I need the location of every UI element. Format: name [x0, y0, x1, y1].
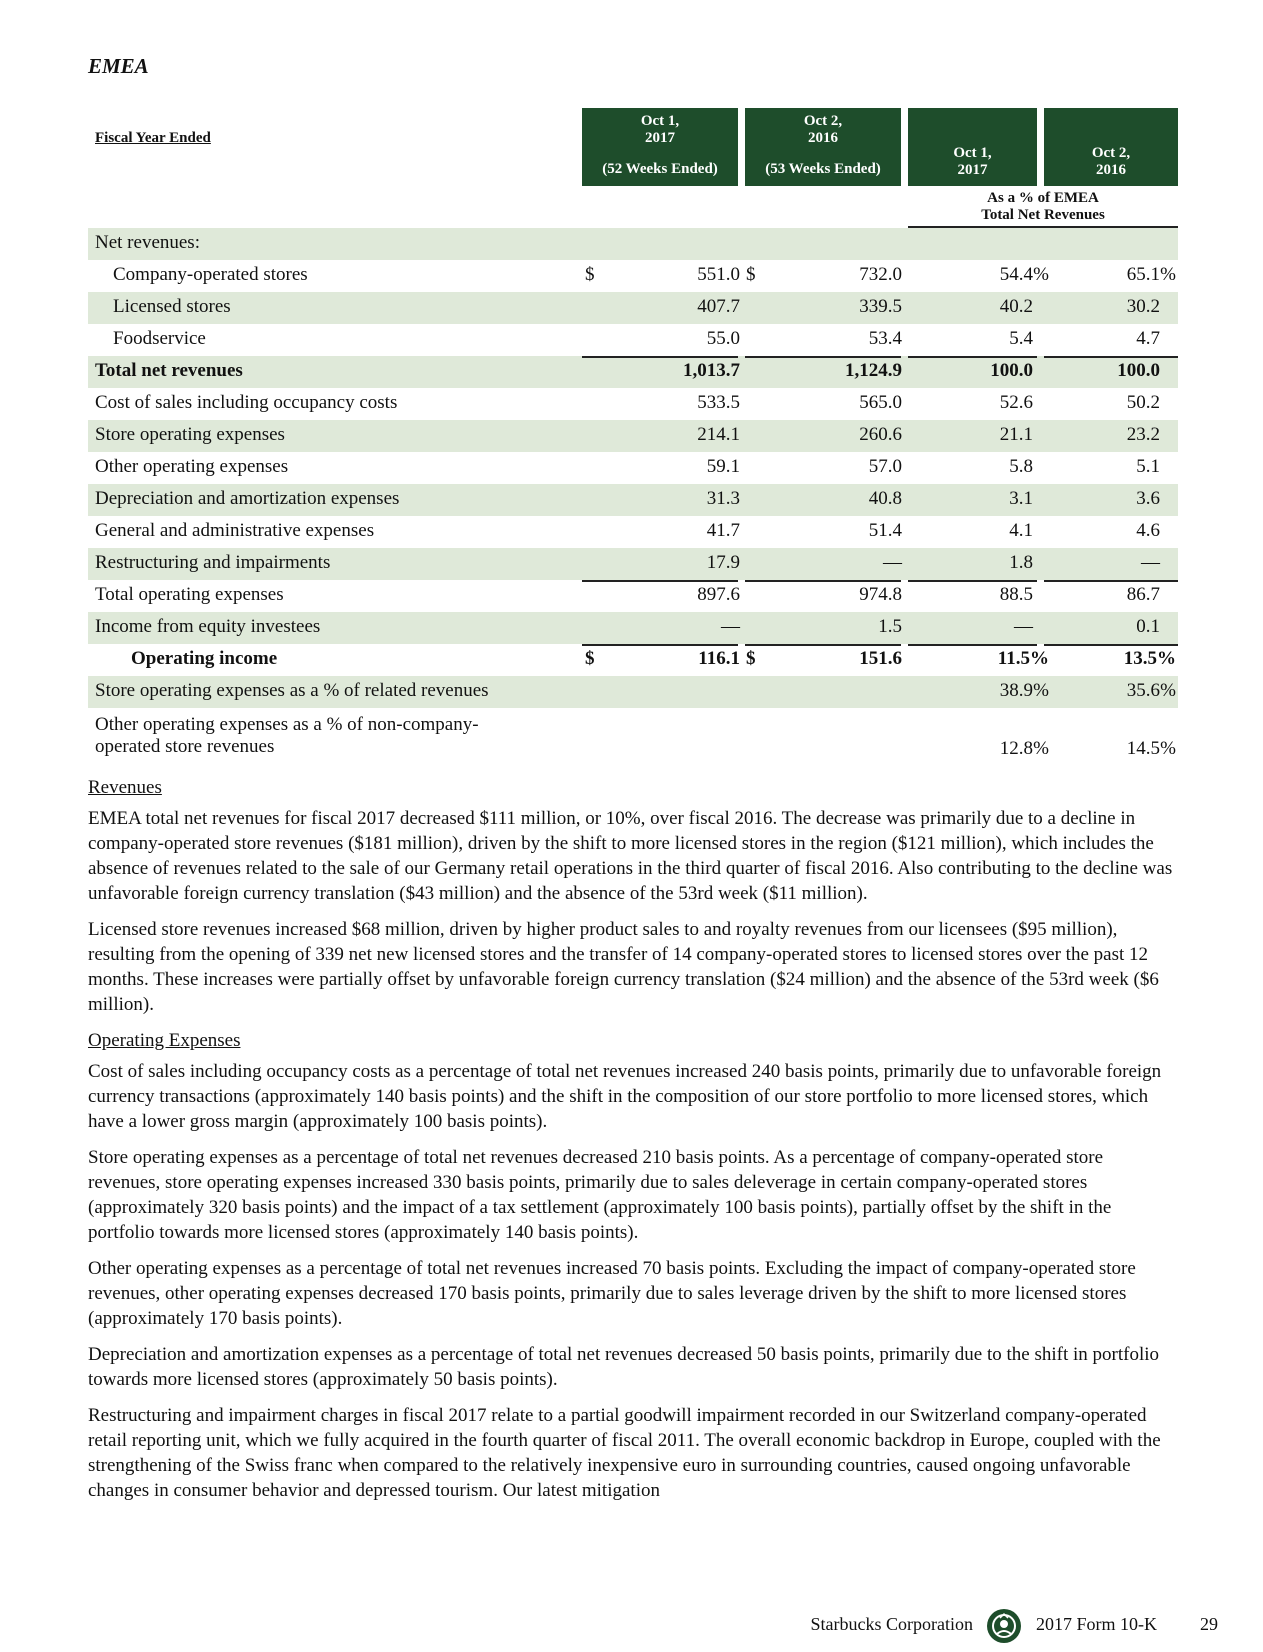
row-label: General and administrative expenses [95, 520, 375, 541]
opex-paragraph-1: Cost of sales including occupancy costs as a percentage of total net revenues increased 240 basis points, primarily due to unfavorable foreign currency transactions (approximately 140 basis points) and the shift in the composition of our store portfolio to more licensed stores, which have a lower gross margin (approximately 100 basis points). [88, 1061, 1162, 1132]
pct-2017: 100.0 [990, 360, 1033, 381]
column-header-oct2-2016-pct [1044, 108, 1178, 186]
table-row [88, 644, 1178, 676]
value-2016: 51.4 [868, 520, 902, 541]
subtotal-rule [908, 356, 1037, 358]
page-number: 29 [1200, 1614, 1218, 1634]
subtotal-rule [745, 356, 901, 358]
pct-2016: 50.2 [1126, 392, 1160, 413]
value-2016: 565.0 [859, 392, 902, 413]
subtotal-rule [582, 356, 738, 358]
value-2016: 260.6 [859, 424, 902, 445]
pct-2017: 5.8 [1009, 456, 1033, 477]
currency-symbol: $ [585, 648, 595, 669]
revenues-paragraph-1: EMEA total net revenues for fiscal 2017 decreased $111 million, or 10%, over fiscal 2016. The decrease was primarily due to a decline in company-operated store revenues ($181 million), driven by the shift to more licensed stores in the region ($121 million), which includes the absence of revenues related to the sale of our Germany retail operations in the third quarter of fiscal 2016. Also contributing to the decline was unfavorable foreign currency translation ($43 million) and the absence of the 53rd week ($11 million). [88, 808, 1173, 904]
value-2016: 40.8 [868, 488, 902, 509]
column-date: Oct 1, [953, 145, 992, 161]
pct-2016: — [1141, 552, 1160, 573]
opex-paragraph-4: Depreciation and amortization expenses as a percentage of total net revenues decreased 50 basis points, primarily due to the shift in portfolio towards more licensed stores (approximately 50 basis points). [88, 1344, 1160, 1390]
table-row [88, 388, 1178, 420]
opex-paragraph-3: Other operating expenses as a percentage of total net revenues increased 70 basis points. Excluding the impact of company-operated store revenues, other operating expenses decreased 170 basis points, primarily due to sales leverage driven by the shift to more licensed stores (approximately 170 basis points). [88, 1258, 1136, 1329]
currency-symbol: $ [746, 648, 756, 669]
value-2016: 1.5 [878, 616, 902, 637]
subtotal-rule [745, 580, 901, 582]
pct-2017: — [1014, 616, 1033, 637]
table-row [88, 452, 1178, 484]
pct-sign: % [1160, 264, 1176, 285]
pct-2016: 14.5 [1126, 738, 1160, 759]
pct-2016: 23.2 [1126, 424, 1160, 445]
emea-financial-table [88, 108, 1178, 768]
operating-expenses-heading: Operating Expenses [88, 1030, 241, 1051]
value-2017: 59.1 [706, 456, 740, 477]
pct-2017: 5.4 [1009, 328, 1033, 349]
pct-2016: 3.6 [1136, 488, 1160, 509]
row-label-line1: Other operating expenses as a % of non-company- [95, 714, 479, 735]
value-2016: — [883, 552, 902, 573]
table-row [88, 228, 1178, 260]
pct-2016: 35.6 [1126, 680, 1160, 701]
pct-2017: 38.9 [999, 680, 1033, 701]
pct-2016: 30.2 [1126, 296, 1160, 317]
pct-2016: 5.1 [1136, 456, 1160, 477]
currency-symbol: $ [746, 264, 756, 285]
pct-sign: % [1033, 264, 1049, 285]
row-label: Operating income [131, 648, 278, 669]
row-label: Income from equity investees [95, 616, 321, 637]
row-label [95, 714, 479, 758]
opex-paragraph-2: Store operating expenses as a percentage of total net revenues decreased 210 basis points. As a percentage of company-operated store revenues, store operating expenses increased 330 basis points, primarily due to sales deleverage in certain company-operated stores (approximately 320 basis points) and the impact of a tax settlement (approximately 100 basis points), partially offset by the shift in the portfolio towards more licensed stores (approximately 140 basis points). [88, 1147, 1112, 1243]
value-2017: 533.5 [697, 392, 740, 413]
narrative [88, 775, 1178, 1514]
table-header [88, 108, 1178, 228]
pct-sign: % [1033, 738, 1049, 759]
footer-company: Starbucks Corporation [810, 1614, 973, 1634]
value-2017: 897.6 [697, 584, 740, 605]
row-label: Total operating expenses [95, 584, 284, 605]
row-label: Restructuring and impairments [95, 552, 331, 573]
value-2016: 732.0 [859, 264, 902, 285]
column-year: 2017 [645, 130, 675, 146]
revenues-paragraph-2: Licensed store revenues increased $68 million, driven by higher product sales to and royalty revenues from our licensees ($95 million), resulting from the opening of 339 net new licensed stores and the transfer of 14 company-operated stores to licensed stores over the past 12 months. These increases were partially offset by unfavorable foreign currency translation ($24 million) and the absence of the 53rd week ($6 million). [88, 919, 1159, 1015]
column-header-oct1-2017-pct [908, 108, 1037, 186]
value-2016: 57.0 [868, 456, 902, 477]
subtotal-rule [745, 644, 901, 646]
pct-sign: % [1033, 680, 1049, 701]
pct-2016: 65.1 [1126, 264, 1160, 285]
row-label: Store operating expenses as a % of related revenues [95, 680, 489, 701]
footer-form: 2017 Form 10-K [1036, 1614, 1157, 1634]
pct-2017: 21.1 [999, 424, 1033, 445]
pct-sign: % [1160, 738, 1176, 759]
column-year: 2016 [1096, 162, 1126, 178]
page-footer [0, 1608, 1263, 1652]
row-label: Total net revenues [95, 360, 243, 381]
currency-symbol: $ [585, 264, 595, 285]
subtotal-rule [908, 580, 1037, 582]
value-2016: 53.4 [868, 328, 902, 349]
row-label: Store operating expenses [95, 424, 285, 445]
value-2017: 41.7 [706, 520, 740, 541]
column-header-oct2-2016-weeks [745, 108, 901, 186]
table-row [88, 260, 1178, 292]
value-2017: 116.1 [698, 648, 740, 669]
table-row [88, 548, 1178, 580]
row-label: Company-operated stores [113, 264, 308, 285]
row-label: Licensed stores [113, 296, 231, 317]
column-date: Oct 2, [1091, 145, 1131, 161]
value-2017: 55.0 [706, 328, 740, 349]
column-year: 2017 [957, 162, 988, 178]
table-row [88, 356, 1178, 388]
pct-caption-line1: As a % of EMEA [987, 190, 1099, 206]
revenues-heading: Revenues [88, 777, 162, 798]
pct-2017: 4.1 [1009, 520, 1033, 541]
pct-2016: 100.0 [1117, 360, 1160, 381]
value-2017: — [721, 616, 740, 637]
pct-2017: 40.2 [999, 296, 1033, 317]
table-row [88, 708, 1178, 768]
starbucks-siren-logo-icon [986, 1608, 1022, 1644]
pct-2017: 12.8 [999, 738, 1033, 759]
pct-caption [908, 190, 1178, 224]
pct-2016: 4.7 [1136, 328, 1160, 349]
pct-sign: % [1160, 680, 1176, 701]
table-row [88, 612, 1178, 644]
column-weeks: (52 Weeks Ended) [602, 161, 718, 177]
row-label-line2: operated store revenues [95, 736, 275, 757]
row-label: Cost of sales including occupancy costs [95, 392, 398, 413]
value-2017: 551.0 [697, 264, 740, 285]
opex-paragraph-5: Restructuring and impairment charges in fiscal 2017 relate to a partial goodwill impairment recorded in our Switzerland company-operated retail reporting unit, which we fully acquired in the fourth quarter of fiscal 2011. The overall economic backdrop in Europe, coupled with the strengthening of the Swiss franc when compared to the relatively inexpensive euro in surrounding countries, caused ongoing unfavorable changes in consumer behavior and depressed tourism. Our latest mitigation [88, 1405, 1161, 1501]
value-2017: 31.3 [706, 488, 740, 509]
pct-2017: 11.5% [997, 648, 1049, 669]
pct-2017: 3.1 [1009, 488, 1033, 509]
pct-2016: 86.7 [1126, 584, 1160, 605]
value-2017: 214.1 [697, 424, 740, 445]
table-row [88, 420, 1178, 452]
table-row [88, 484, 1178, 516]
subtotal-rule [1044, 580, 1178, 582]
row-label: Depreciation and amortization expenses [95, 488, 400, 509]
value-2017: 17.9 [706, 552, 740, 573]
table-row [88, 676, 1178, 708]
table-row [88, 292, 1178, 324]
subtotal-rule [908, 644, 1037, 646]
subtotal-rule [1044, 644, 1178, 646]
subtotal-rule [582, 644, 738, 646]
pct-2017: 52.6 [999, 392, 1033, 413]
fiscal-year-label: Fiscal Year Ended [95, 130, 211, 146]
pct-2016: 4.6 [1136, 520, 1160, 541]
pct-2017: 1.8 [1009, 552, 1033, 573]
value-2016: 151.6 [859, 648, 902, 669]
section-title: EMEA [88, 54, 149, 78]
column-date: Oct 1, [640, 113, 680, 129]
table-row [88, 580, 1178, 612]
value-2016: 1,124.9 [845, 360, 902, 381]
table-row [88, 324, 1178, 356]
row-label: Other operating expenses [95, 456, 289, 477]
column-weeks: (53 Weeks Ended) [765, 161, 881, 177]
row-label: Net revenues: [95, 232, 200, 253]
subtotal-rule [1044, 356, 1178, 358]
value-2017: 1,013.7 [683, 360, 740, 381]
column-year: 2016 [808, 130, 838, 146]
column-header-oct1-2017-weeks [582, 108, 738, 186]
table-row [88, 516, 1178, 548]
row-label: Foodservice [113, 328, 206, 349]
value-2016: 339.5 [859, 296, 902, 317]
pct-2017: 54.4 [999, 264, 1033, 285]
subtotal-rule [582, 580, 738, 582]
column-date: Oct 2, [803, 113, 843, 129]
pct-2016: 13.5% [1123, 648, 1176, 669]
pct-2017: 88.5 [999, 584, 1033, 605]
pct-2016: 0.1 [1136, 616, 1160, 637]
pct-caption-line2: Total Net Revenues [981, 207, 1105, 223]
value-2017: 407.7 [697, 296, 740, 317]
value-2016: 974.8 [859, 584, 902, 605]
